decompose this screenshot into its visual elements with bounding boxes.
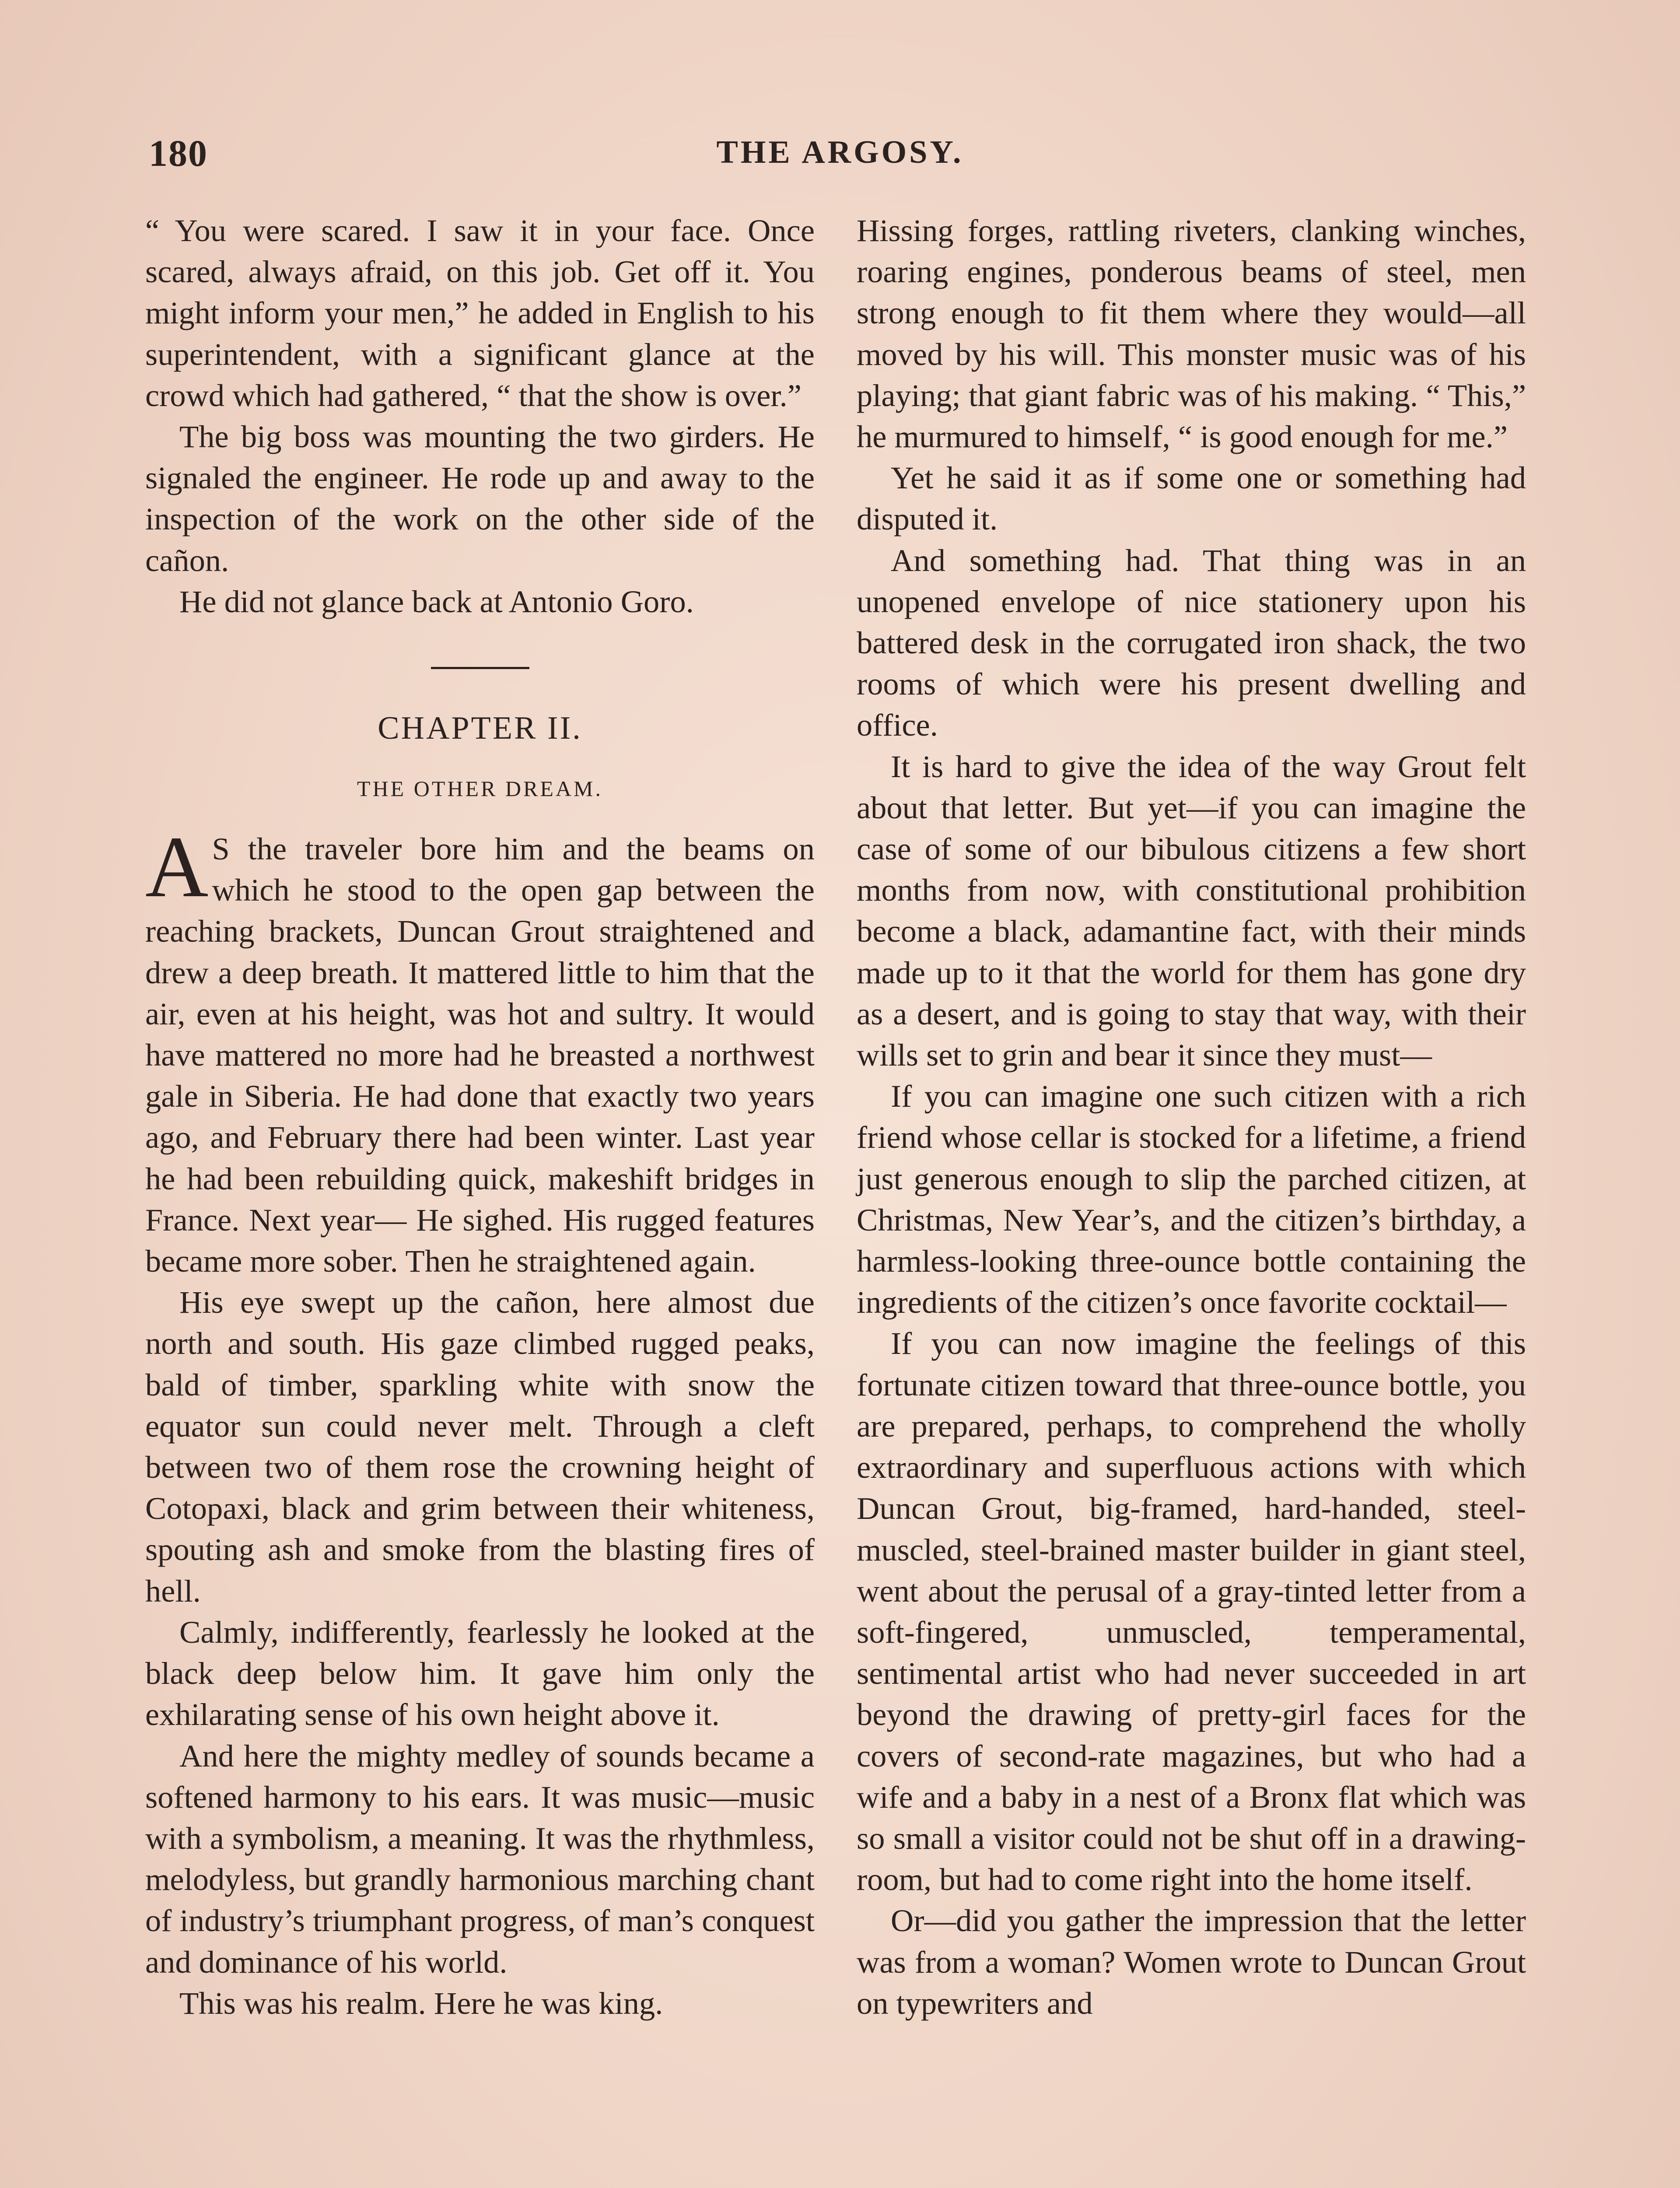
right-column — [857, 210, 1526, 2024]
paragraph: This was his realm. Here he was king. — [179, 1985, 663, 2021]
section-divider — [431, 667, 529, 669]
paragraph: And something had. That thing was in an unopened envelope of nice stationery upon his battered desk in the corrugated iron shack, the two rooms of which were his present dwelling and office. — [857, 542, 1526, 743]
paragraph: If you can now imagine the feelings of this fortunate citizen toward that three-ounce bottle, you are prepared, perhaps, to comprehend the wholly extraordinary and superfluous actions with which Duncan Grout, big-framed, hard-handed, steel-muscled, steel-brained master builder in giant steel, went about the perusal of a gray-tinted letter from a soft-fingered, unmuscled, temperamental, sentimental artist who had never succeeded in art beyond the drawing of pretty-girl faces for the covers of second-rate magazines, but who had a wife and a baby in a nest of a Bronx flat which was so small a visitor could not be shut off in a drawing-room, but had to come right into the home itself. — [857, 1325, 1526, 1897]
paragraph: Hissing forges, rattling riveters, clanking winches, roaring engines, ponderous beams of steel, men strong enough to fit them where they would—all moved by his will. This monster music was of his playing; that giant fabric was of his making. “ This,” he murmured to himself, “ is good enough for me.” — [857, 213, 1526, 455]
paragraph: The big boss was mounting the two girders. He signaled the engineer. He rode up and away to the inspection of the work on the other side of the cañon. — [145, 419, 815, 578]
page-number: 180 — [149, 132, 208, 174]
running-title: THE ARGOSY. — [716, 134, 964, 170]
paragraph: His eye swept up the cañon, here almost due north and south. His gaze climbed rugged peaks, bald of timber, sparkling white with snow the equator sun could never melt. Through a cleft between two of them rose the crowning height of Cotopaxi, black and grim between their whiteness, spouting ash and smoke from the blasting fires of hell. — [145, 1284, 815, 1609]
paragraph: If you can imagine one such citizen with a rich friend whose cellar is stocked for a lifetime, a friend just generous enough to slip the parched citizen, at Christmas, New Year’s, and the citizen’s birthday, a harmless-looking three-ounce bottle containing the ingredients of the citizen’s once favorite cocktail— — [857, 1078, 1526, 1320]
left-column — [145, 210, 815, 2024]
opening-paragraph-text: S the traveler bore him and the beams on which he stood to the open gap between the reaching brackets, Duncan Grout straightened and drew a deep breath. It mattered little to him that the air, even at his height, was hot and sultry. It would have mattered no more had he breasted a northwest gale in Siberia. He had done that exactly two years ago, and February there had been winter. Last year he had been rebuilding quick, makeshift bridges in France. Next year— He sighed. His rugged features became more sober. Then he straightened again. — [145, 831, 815, 1279]
drop-cap: A — [145, 819, 209, 916]
paragraph: Or—did you gather the impression that the letter was from a woman? Women wrote to Duncan Grout on typewriters and — [857, 1903, 1526, 2021]
opening-paragraph — [145, 819, 815, 1282]
page-header — [149, 131, 1531, 179]
paragraph: Yet he said it as if some one or something had disputed it. — [857, 460, 1526, 537]
paragraph: He did not glance back at Antonio Goro. — [179, 583, 694, 619]
paragraph: It is hard to give the idea of the way Grout felt about that letter. But yet—if you can imagine the case of some of our bibulous citizens a few short months from now, with constitutional prohibition become a black, adamantine fact, with their minds made up to it that the world for them has gone dry as a desert, and is going to stay that way, with their wills set to grin and bear it since they must— — [857, 748, 1526, 1073]
chapter-title: CHAPTER II. — [378, 710, 582, 747]
paragraph: “ You were scared. I saw it in your face. Once scared, always afraid, on this job. Get off it. You might inform your men,” he added in English to his superintendent, with a significant glance at the crowd which had gathered, “ that the show is over.” — [145, 213, 815, 413]
chapter-subtitle: THE OTHER DREAM. — [357, 776, 603, 801]
paragraph: And here the mighty medley of sounds became a softened harmony to his ears. It was music—music with a symbolism, a meaning. It was the rhythmless, melodyless, but grandly harmonious marching chant of industry’s triumphant progress, of man’s conquest and dominance of his world. — [145, 1738, 815, 1980]
paragraph: Calmly, indifferently, fearlessly he looked at the black deep below him. It gave him only the exhilarating sense of his own height above it. — [145, 1614, 815, 1732]
